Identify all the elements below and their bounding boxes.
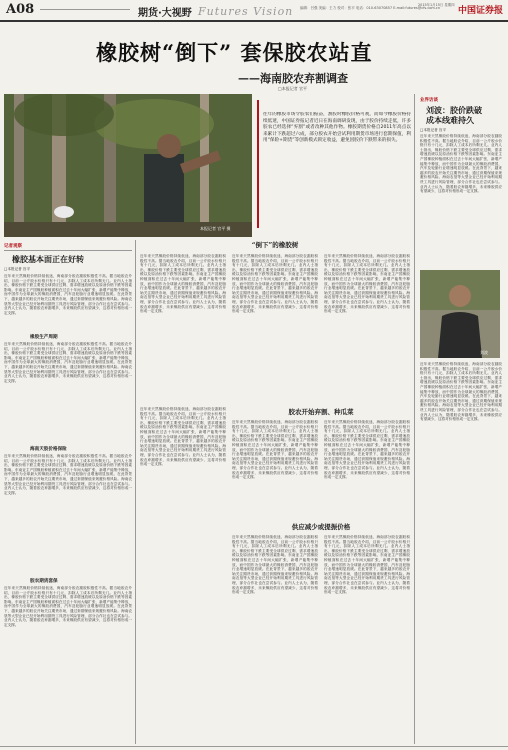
main-byline: □本报记者 官平 xyxy=(278,86,308,91)
s2-text-col2: 近年来天然橡胶价格持续低迷，海南部分胶农割胶积极性不高。据当地胶农介绍，目前一公斤胶水价格只有十几元，扣除人工成本后所剩无几。业内人士指出，橡胶价格下跌主要受全球供应过剩、需求增速放缓以及原油价格下跌等因素影响。东南亚主产国橡胶种植面积在过去十年间大幅扩张，新增产能集中释放，而中国作为全球最大的橡胶消费国，汽车及轮胎行业增速明显放缓。在此背景下，越来越多的胶农开始关注期货市场，通过套期保值来规避价格风险。海南农垦等大型企业已经开始利用期货工具进行风险管理，部分合作社也在尝试参与。业内人士认为，随着胶农弃割增多，未来橡胶供应有望减少，这将对价格形成一定支撑。 xyxy=(232,420,318,480)
s3-text-col3: 近年来天然橡胶价格持续低迷，海南部分胶农割胶积极性不高。据当地胶农介绍，目前一公斤胶水价格只有十几元，扣除人工成本后所剩无几。业内人士指出，橡胶价格下跌主要受全球供应过剩、需求增速放缓以及原油价格下跌等因素影响。东南亚主产国橡胶种植面积在过去十年间大幅扩张，新增产能集中释放，而中国作为全球最大的橡胶消费国，汽车及轮胎行业增速明显放缓。在此背景下，越来越多的胶农开始关注期货市场，通过套期保值来规避价格风险。海南农垦等大型企业已经开始利用期货工具进行风险管理，部分合作社也在尝试参与。业内人士认为，随着胶农弃割增多，未来橡胶供应有望减少，这将对价格形成一定支撑。 xyxy=(324,535,410,595)
main-subhead: ——海南胶农弃割调查 xyxy=(238,72,348,85)
section-title: 期货·大视野 xyxy=(138,8,192,19)
left-subtitle-3: 胶农期货套保 xyxy=(30,579,58,584)
left-text-4: 近年来天然橡胶价格持续低迷，海南部分胶农割胶积极性不高。据当地胶农介绍，目前一公斤胶水价格只有十几元，扣除人工成本后所剩无几。业内人士指出，橡胶价格下跌主要受全球供应过剩、需求增速放缓以及原油价格下跌等因素影响。东南亚主产国橡胶种植面积在过去十年间大幅扩张，新增产能集中释放，而中国作为全球最大的橡胶消费国，汽车及轮胎行业增速明显放缓。在此背景下，越来越多的胶农开始关注期货市场，通过套期保值来规避价格风险。海南农垦等大型企业已经开始利用期货工具进行风险管理，部分合作社也在尝试参与。业内人士认为，随着胶农弃割增多，未来橡胶供应有望减少，这将对价格形成一定支撑。 xyxy=(4,586,132,627)
page-header xyxy=(0,0,508,22)
left-column-divider xyxy=(135,240,136,744)
left-column-title: 橡胶基本面正在好转 xyxy=(12,254,84,264)
right-title-line1: 刘波：胶价跌破 xyxy=(426,105,482,115)
s2-text-col3: 近年来天然橡胶价格持续低迷，海南部分胶农割胶积极性不高。据当地胶农介绍，目前一公斤胶水价格只有十几元，扣除人工成本后所剩无几。业内人士指出，橡胶价格下跌主要受全球供应过剩、需求增速放缓以及原油价格下跌等因素影响。东南亚主产国橡胶种植面积在过去十年间大幅扩张，新增产能集中释放，而中国作为全球最大的橡胶消费国，汽车及轮胎行业增速明显放缓。在此背景下，越来越多的胶农开始关注期货市场，通过套期保值来规避价格风险。海南农垦等大型企业已经开始利用期货工具进行风险管理，部分合作社也在尝试参与。业内人士认为，随着胶农弃割增多，未来橡胶供应有望减少，这将对价格形成一定支撑。 xyxy=(324,420,410,480)
right-column-tag: 业界访谈 xyxy=(420,98,438,103)
left-column-tag: 记者观察 xyxy=(4,244,22,249)
left-text-2: 近年来天然橡胶价格持续低迷，海南部分胶农割胶积极性不高。据当地胶农介绍，目前一公斤胶水价格只有十几元，扣除人工成本后所剩无几。业内人士指出，橡胶价格下跌主要受全球供应过剩、需求增速放缓以及原油价格下跌等因素影响。东南亚主产国橡胶种植面积在过去十年间大幅扩张，新增产能集中释放，而中国作为全球最大的橡胶消费国，汽车及轮胎行业增速明显放缓。在此背景下，越来越多的胶农开始关注期货市场，通过套期保值来规避价格风险。海南农垦等大型企业已经开始利用期货工具进行风险管理，部分合作社也在尝试参与。业内人士认为，随着胶农弃割增多，未来橡胶供应有望减少，这将对价格形成一定支撑。 xyxy=(4,342,132,383)
main-photo xyxy=(4,94,252,237)
header-divider xyxy=(0,20,508,22)
header-meta: 编辑：吕强 美编：王力 校对：张平 电话：010-63070857 E-mail:futures@cfs.com.cn xyxy=(300,6,441,10)
header-date: 2015年1月15日 星期四 xyxy=(418,3,455,7)
intro-box xyxy=(257,100,411,232)
intro-box-border xyxy=(257,100,259,228)
page-bottom-rule xyxy=(0,746,508,747)
newspaper-brand: 中国证券报 xyxy=(458,6,504,16)
left-subtitle-1: 橡胶生产周期 xyxy=(30,335,58,340)
right-column-divider xyxy=(414,94,415,744)
interviewee-portrait xyxy=(420,270,500,358)
left-text-1: 近年来天然橡胶价格持续低迷，海南部分胶农割胶积极性不高。据当地胶农介绍，目前一公斤胶水价格只有十几元，扣除人工成本后所剩无几。业内人士指出，橡胶价格下跌主要受全球供应过剩、需求增速放缓以及原油价格下跌等因素影响。东南亚主产国橡胶种植面积在过去十年间大幅扩张，新增产能集中释放，而中国作为全球最大的橡胶消费国，汽车及轮胎行业增速明显放缓。在此背景下，越来越多的胶农开始关注期货市场，通过套期保值来规避价格风险。海南农垦等大型企业已经开始利用期货工具进行风险管理，部分合作社也在尝试参与。业内人士认为，随着胶农弃割增多，未来橡胶供应有望减少，这将对价格形成一定支撑。 xyxy=(4,274,132,315)
right-photo-caption: 刘波 xyxy=(480,350,488,355)
rubber-tree-photo-illustration xyxy=(4,94,252,237)
main-headline: 橡胶树“倒下” 套保胶农站直 xyxy=(96,40,373,65)
section-title-supply-cut: 供应减少或提振价格 xyxy=(291,523,351,531)
right-title-line2: 成本线难持久 xyxy=(426,115,474,125)
mid-text-col1: 近年来天然橡胶价格持续低迷，海南部分胶农割胶积极性不高。据当地胶农介绍，目前一公斤胶水价格只有十几元，扣除人工成本后所剩无几。业内人士指出，橡胶价格下跌主要受全球供应过剩、需求增速放缓以及原油价格下跌等因素影响。东南亚主产国橡胶种植面积在过去十年间大幅扩张，新增产能集中释放，而中国作为全球最大的橡胶消费国，汽车及轮胎行业增速明显放缓。在此背景下，越来越多的胶农开始关注期货市场，通过套期保值来规避价格风险。海南农垦等大型企业已经开始利用期货工具进行风险管理，部分合作社也在尝试参与。业内人士认为，随着胶农弃割增多，未来橡胶供应有望减少，这将对价格形成一定支撑。 xyxy=(140,254,226,314)
mid-text-col3: 近年来天然橡胶价格持续低迷，海南部分胶农割胶积极性不高。据当地胶农介绍，目前一公斤胶水价格只有十几元，扣除人工成本后所剩无几。业内人士指出，橡胶价格下跌主要受全球供应过剩、需求增速放缓以及原油价格下跌等因素影响。东南亚主产国橡胶种植面积在过去十年间大幅扩张，新增产能集中释放，而中国作为全球最大的橡胶消费国，汽车及轮胎行业增速明显放缓。在此背景下，越来越多的胶农开始关注期货市场，通过套期保值来规避价格风险。海南农垦等大型企业已经开始利用期货工具进行风险管理，部分合作社也在尝试参与。业内人士认为，随着胶农弃割增多，未来橡胶供应有望减少，这将对价格形成一定支撑。 xyxy=(324,254,410,314)
mid-text-col2: 近年来天然橡胶价格持续低迷，海南部分胶农割胶积极性不高。据当地胶农介绍，目前一公斤胶水价格只有十几元，扣除人工成本后所剩无几。业内人士指出，橡胶价格下跌主要受全球供应过剩、需求增速放缓以及原油价格下跌等因素影响。东南亚主产国橡胶种植面积在过去十年间大幅扩张，新增产能集中释放，而中国作为全球最大的橡胶消费国，汽车及轮胎行业增速明显放缓。在此背景下，越来越多的胶农开始关注期货市场，通过套期保值来规避价格风险。海南农垦等大型企业已经开始利用期货工具进行风险管理，部分合作社也在尝试参与。业内人士认为，随着胶农弃割增多，未来橡胶供应有望减少，这将对价格形成一定支撑。 xyxy=(232,254,318,314)
section-title-en: Futures Vision xyxy=(198,5,294,18)
right-column-text-1: 近年来天然橡胶价格持续低迷，海南部分胶农割胶积极性不高。据当地胶农介绍，目前一公斤胶水价格只有十几元，扣除人工成本后所剩无几。业内人士指出，橡胶价格下跌主要受全球供应过剩、需求增速放缓以及原油价格下跌等因素影响。东南亚主产国橡胶种植面积在过去十年间大幅扩张，新增产能集中释放，而中国作为全球最大的橡胶消费国，汽车及轮胎行业增速明显放缓。在此背景下，越来越多的胶农开始关注期货市场，通过套期保值来规避价格风险。海南农垦等大型企业已经开始利用期货工具进行风险管理，部分合作社也在尝试参与。业内人士认为，随着胶农弃割增多，未来橡胶供应有望减少，这将对价格形成一定支撑。 xyxy=(420,134,502,194)
main-photo-caption: 本报记者 官平 摄 xyxy=(200,226,231,231)
page-number: A08 xyxy=(6,2,35,17)
left-byline: □本报记者 官平 xyxy=(4,267,31,271)
right-column-text-2: 近年来天然橡胶价格持续低迷，海南部分胶农割胶积极性不高。据当地胶农介绍，目前一公斤胶水价格只有十几元，扣除人工成本后所剩无几。业内人士指出，橡胶价格下跌主要受全球供应过剩、需求增速放缓以及原油价格下跌等因素影响。东南亚主产国橡胶种植面积在过去十年间大幅扩张，新增产能集中释放，而中国作为全球最大的橡胶消费国，汽车及轮胎行业增速明显放缓。在此背景下，越来越多的胶农开始关注期货市场，通过套期保值来规避价格风险。海南农垦等大型企业已经开始利用期货工具进行风险管理，部分合作社也在尝试参与。业内人士认为，随着胶农弃割增多，未来橡胶供应有望减少，这将对价格形成一定支撑。 xyxy=(420,362,502,422)
section-title-fallen-trees: “倒下”的橡胶树 xyxy=(251,241,299,249)
left-text-3: 近年来天然橡胶价格持续低迷，海南部分胶农割胶积极性不高。据当地胶农介绍，目前一公斤胶水价格只有十几元，扣除人工成本后所剩无几。业内人士指出，橡胶价格下跌主要受全球供应过剩、需求增速放缓以及原油价格下跌等因素影响。东南亚主产国橡胶种植面积在过去十年间大幅扩张，新增产能集中释放，而中国作为全球最大的橡胶消费国，汽车及轮胎行业增速明显放缓。在此背景下，越来越多的胶农开始关注期货市场，通过套期保值来规避价格风险。海南农垦等大型企业已经开始利用期货工具进行风险管理，部分合作社也在尝试参与。业内人士认为，随着胶农弃割增多，未来橡胶供应有望减少，这将对价格形成一定支撑。 xyxy=(4,454,132,495)
mid-text-col1b: 近年来天然橡胶价格持续低迷，海南部分胶农割胶积极性不高。据当地胶农介绍，目前一公斤胶水价格只有十几元，扣除人工成本后所剩无几。业内人士指出，橡胶价格下跌主要受全球供应过剩、需求增速放缓以及原油价格下跌等因素影响。东南亚主产国橡胶种植面积在过去十年间大幅扩张，新增产能集中释放，而中国作为全球最大的橡胶消费国，汽车及轮胎行业增速明显放缓。在此背景下，越来越多的胶农开始关注期货市场，通过套期保值来规避价格风险。海南农垦等大型企业已经开始利用期货工具进行风险管理，部分合作社也在尝试参与。业内人士认为，随着胶农弃割增多，未来橡胶供应有望减少，这将对价格形成一定支撑。 xyxy=(140,407,226,467)
intro-text: 往年的橡胶市场令胶农们振奋，割胶时橡胶价格可观，而如今橡胶价格持续低迷，中国证券报记者近日在海南调研发现，由于胶价持续走低，许多胶农已经选择“弃割”或者改种其他作物。橡胶期货价格自2011年高点以来累计下跌超过六成，部分胶农开始尝试利用期货市场进行套期保值，利用“保险+期货”等创新模式锁定收益，避免因胶价下跌带来的损失。 xyxy=(263,112,411,144)
section-title-abandon-tapping: 胶农开始弃割、种瓜菜 xyxy=(288,408,354,416)
header-rule xyxy=(40,9,130,10)
left-subtitle-2: 海南天胶价格保险 xyxy=(30,447,67,452)
right-portrait-photo xyxy=(420,270,500,358)
left-tag-rule xyxy=(4,250,132,251)
s3-text-col2: 近年来天然橡胶价格持续低迷，海南部分胶农割胶积极性不高。据当地胶农介绍，目前一公斤胶水价格只有十几元，扣除人工成本后所剩无几。业内人士指出，橡胶价格下跌主要受全球供应过剩、需求增速放缓以及原油价格下跌等因素影响。东南亚主产国橡胶种植面积在过去十年间大幅扩张，新增产能集中释放，而中国作为全球最大的橡胶消费国，汽车及轮胎行业增速明显放缓。在此背景下，越来越多的胶农开始关注期货市场，通过套期保值来规避价格风险。海南农垦等大型企业已经开始利用期货工具进行风险管理，部分合作社也在尝试参与。业内人士认为，随着胶农弃割增多，未来橡胶供应有望减少，这将对价格形成一定支撑。 xyxy=(232,535,318,595)
right-byline: □本报记者 官平 xyxy=(420,128,447,132)
